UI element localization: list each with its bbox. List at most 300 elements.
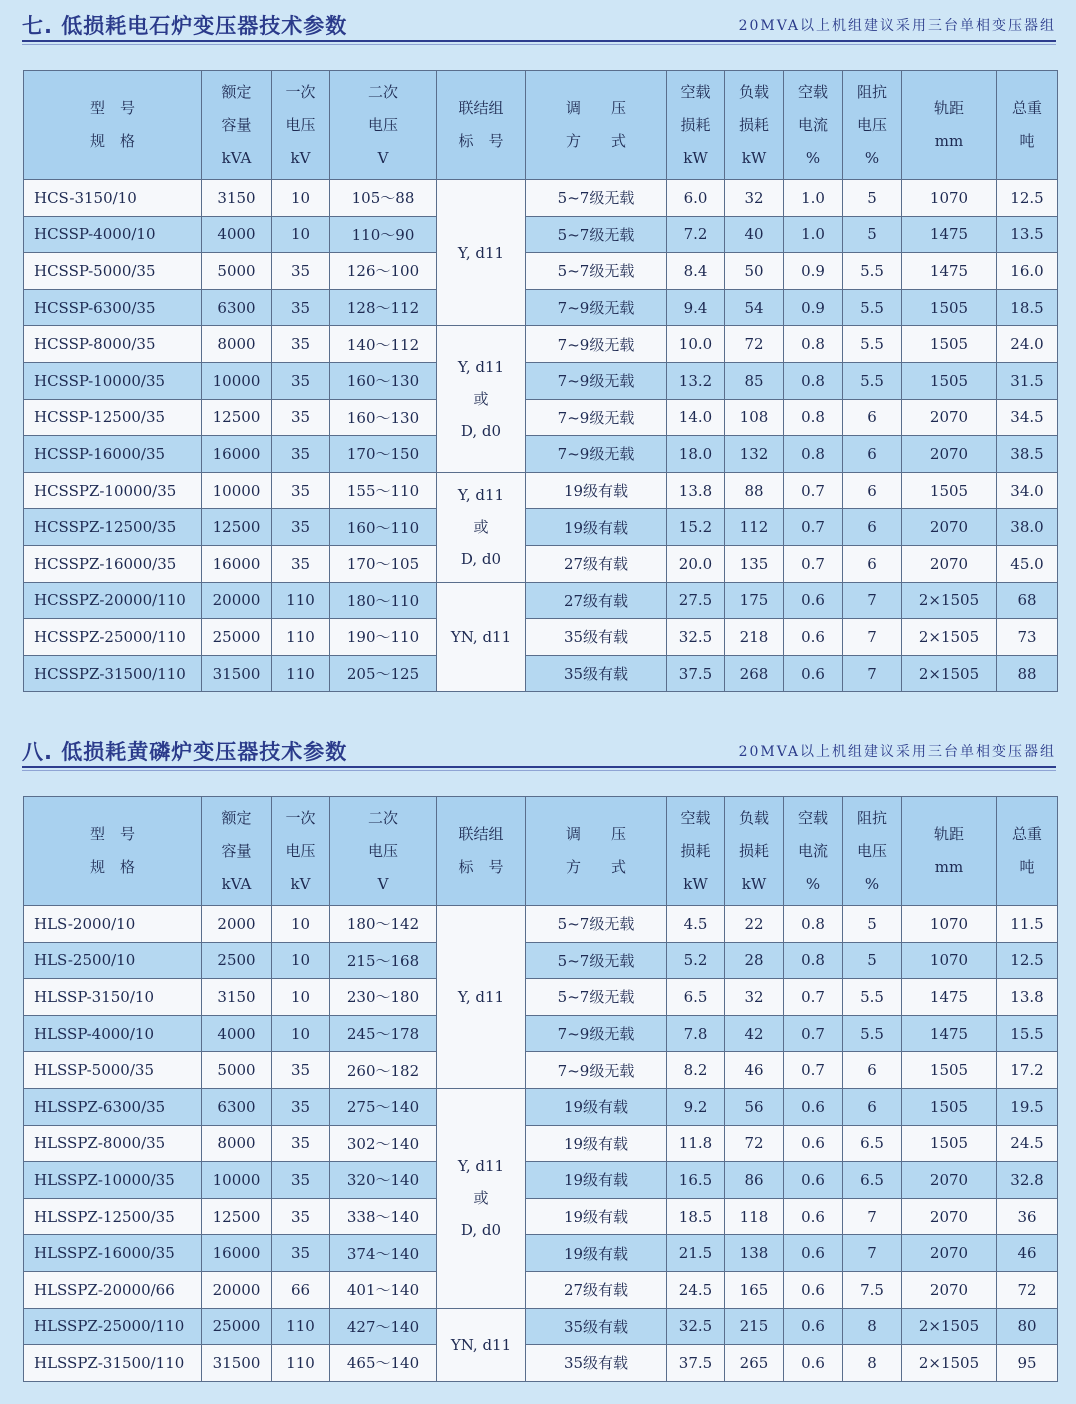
cell-no-load-current: 1.0: [784, 216, 843, 253]
cell-capacity: 10000: [202, 362, 272, 399]
section-electric-furnace: [0, 0, 1076, 684]
cell-impedance-voltage: 5: [843, 906, 902, 943]
cell-load-loss: 135: [725, 545, 784, 582]
cell-track-gauge: 1475: [902, 979, 997, 1016]
cell-connection-group-line: Y, d11: [457, 486, 505, 505]
cell-primary-voltage: 35: [272, 326, 330, 363]
cell-secondary-voltage: 160～110: [330, 509, 437, 546]
cell-primary-voltage: 110: [272, 582, 330, 619]
cell-primary-voltage: 35: [272, 1198, 330, 1235]
cell-primary-voltage: 10: [272, 216, 330, 253]
cell-total-weight: 45.0: [997, 545, 1058, 582]
cell-no-load-current: 0.6: [784, 619, 843, 656]
cell-tap-method: 35级有载: [526, 655, 667, 692]
cell-no-load-loss: 10.0: [667, 326, 725, 363]
cell-capacity: 25000: [202, 619, 272, 656]
header-primary-voltage-line: 电压: [285, 841, 316, 860]
table-row: [24, 180, 1058, 217]
cell-tap-method: 7~9级无载: [526, 362, 667, 399]
cell-capacity: 10000: [202, 1162, 272, 1199]
cell-no-load-current: 0.6: [784, 582, 843, 619]
cell-total-weight: 31.5: [997, 362, 1058, 399]
cell-no-load-current: 0.8: [784, 362, 843, 399]
cell-secondary-voltage: 160～130: [330, 399, 437, 436]
cell-model: HCSSP-12500/35: [24, 399, 202, 436]
table-row: [24, 655, 1058, 692]
table-row: [24, 1271, 1058, 1308]
cell-total-weight: 32.8: [997, 1162, 1058, 1199]
cell-model: HLSSPZ-31500/110: [24, 1345, 202, 1382]
header-connection-group-line: 联结组: [458, 825, 504, 843]
header-no-load-current-line: %: [805, 148, 821, 167]
cell-impedance-voltage: 8: [843, 1345, 902, 1382]
header-no-load-loss-line: 空载: [680, 82, 711, 101]
cell-capacity: 16000: [202, 545, 272, 582]
cell-primary-voltage: 35: [272, 1052, 330, 1089]
cell-primary-voltage: 110: [272, 1308, 330, 1345]
title-rule: [22, 40, 1056, 42]
header-load-loss-line: 负载: [738, 808, 769, 827]
table-row: [24, 399, 1058, 436]
header-impedance-voltage: [843, 71, 902, 180]
cell-primary-voltage: 110: [272, 1345, 330, 1382]
cell-primary-voltage: 35: [272, 1235, 330, 1272]
cell-capacity: 5000: [202, 253, 272, 290]
cell-total-weight: 11.5: [997, 906, 1058, 943]
header-primary-voltage-line: 一次: [285, 808, 316, 827]
cell-impedance-voltage: 5.5: [843, 979, 902, 1016]
cell-total-weight: 17.2: [997, 1052, 1058, 1089]
cell-track-gauge: 2070: [902, 436, 997, 473]
header-secondary-voltage-line: V: [377, 874, 389, 893]
cell-secondary-voltage: 205～125: [330, 655, 437, 692]
cell-load-loss: 165: [725, 1271, 784, 1308]
cell-secondary-voltage: 215～168: [330, 942, 437, 979]
table-row: [24, 545, 1058, 582]
cell-secondary-voltage: 140～112: [330, 326, 437, 363]
header-total-weight-line: 总重: [1011, 99, 1042, 117]
cell-primary-voltage: 35: [272, 1162, 330, 1199]
cell-model: HLSSPZ-10000/35: [24, 1162, 202, 1199]
header-secondary-voltage-line: 电压: [367, 841, 398, 860]
cell-primary-voltage: 110: [272, 619, 330, 656]
cell-secondary-voltage: 427～140: [330, 1308, 437, 1345]
cell-connection-group: [437, 1308, 526, 1381]
cell-connection-group-line: 或: [473, 1189, 489, 1208]
cell-primary-voltage: 35: [272, 362, 330, 399]
table-row: [24, 253, 1058, 290]
header-no-load-loss-line: kW: [683, 148, 708, 167]
cell-total-weight: 13.8: [997, 979, 1058, 1016]
cell-total-weight: 73: [997, 619, 1058, 656]
table-row: [24, 1088, 1058, 1125]
table-row: [24, 509, 1058, 546]
cell-no-load-current: 0.7: [784, 1052, 843, 1089]
cell-load-loss: 32: [725, 979, 784, 1016]
header-total-weight-line: 总重: [1011, 825, 1042, 843]
cell-impedance-voltage: 6: [843, 436, 902, 473]
header-connection-group-line: 联结组: [458, 99, 504, 117]
cell-tap-method: 35级有载: [526, 619, 667, 656]
table-row: [24, 979, 1058, 1016]
cell-load-loss: 46: [725, 1052, 784, 1089]
table-row: [24, 1198, 1058, 1235]
table-row: [24, 619, 1058, 656]
cell-track-gauge: 1505: [902, 326, 997, 363]
cell-load-loss: 72: [725, 1125, 784, 1162]
spec-table: [23, 70, 1058, 692]
cell-track-gauge: 2×1505: [902, 1308, 997, 1345]
cell-model: HLSSPZ-16000/35: [24, 1235, 202, 1272]
table-row: [24, 1345, 1058, 1382]
cell-secondary-voltage: 128～112: [330, 289, 437, 326]
header-secondary-voltage-line: V: [377, 148, 389, 167]
cell-track-gauge: 2070: [902, 1198, 997, 1235]
cell-impedance-voltage: 5.5: [843, 326, 902, 363]
header-primary-voltage: [272, 797, 330, 906]
header-model: [24, 797, 202, 906]
cell-impedance-voltage: 6: [843, 1088, 902, 1125]
header-row: [24, 71, 1058, 180]
cell-tap-method: 19级有载: [526, 509, 667, 546]
cell-no-load-current: 0.8: [784, 436, 843, 473]
cell-capacity: 16000: [202, 1235, 272, 1272]
cell-total-weight: 68: [997, 582, 1058, 619]
cell-load-loss: 215: [725, 1308, 784, 1345]
cell-total-weight: 46: [997, 1235, 1058, 1272]
cell-primary-voltage: 35: [272, 253, 330, 290]
cell-impedance-voltage: 7: [843, 619, 902, 656]
header-impedance-voltage-line: 电压: [856, 115, 887, 134]
header-tap-method: [526, 797, 667, 906]
cell-load-loss: 85: [725, 362, 784, 399]
section-title: 七. 低损耗电石炉变压器技术参数: [22, 14, 348, 38]
cell-secondary-voltage: 230～180: [330, 979, 437, 1016]
header-load-loss-line: 损耗: [738, 115, 769, 134]
table-row: [24, 326, 1058, 363]
cell-secondary-voltage: 110～90: [330, 216, 437, 253]
cell-model: HLS-2500/10: [24, 942, 202, 979]
cell-track-gauge: 1505: [902, 1088, 997, 1125]
cell-track-gauge: 2070: [902, 399, 997, 436]
header-tap-method-line: 方 式: [565, 858, 626, 876]
cell-no-load-current: 0.8: [784, 942, 843, 979]
cell-no-load-current: 0.6: [784, 1162, 843, 1199]
cell-primary-voltage: 35: [272, 509, 330, 546]
cell-tap-method: 19级有载: [526, 472, 667, 509]
header-load-loss: [725, 71, 784, 180]
cell-load-loss: 138: [725, 1235, 784, 1272]
cell-secondary-voltage: 170～105: [330, 545, 437, 582]
cell-capacity: 31500: [202, 1345, 272, 1382]
cell-impedance-voltage: 6.5: [843, 1125, 902, 1162]
cell-capacity: 4000: [202, 216, 272, 253]
cell-secondary-voltage: 401～140: [330, 1271, 437, 1308]
header-secondary-voltage-line: 二次: [367, 808, 398, 827]
cell-load-loss: 40: [725, 216, 784, 253]
cell-capacity: 31500: [202, 655, 272, 692]
cell-tap-method: 5~7级无载: [526, 979, 667, 1016]
cell-total-weight: 38.5: [997, 436, 1058, 473]
cell-tap-method: 5~7级无载: [526, 216, 667, 253]
cell-tap-method: 7~9级无载: [526, 399, 667, 436]
cell-tap-method: 19级有载: [526, 1235, 667, 1272]
header-track-gauge: [902, 71, 997, 180]
cell-capacity: 16000: [202, 436, 272, 473]
cell-secondary-voltage: 180～110: [330, 582, 437, 619]
cell-connection-group-line: D, d0: [460, 1221, 502, 1240]
cell-capacity: 25000: [202, 1308, 272, 1345]
cell-impedance-voltage: 6: [843, 1052, 902, 1089]
cell-connection-group: [437, 906, 526, 1089]
cell-load-loss: 265: [725, 1345, 784, 1382]
cell-load-loss: 32: [725, 180, 784, 217]
header-capacity-line: 额定: [221, 808, 252, 827]
header-model-line: 型 号: [89, 825, 135, 843]
cell-no-load-loss: 11.8: [667, 1125, 725, 1162]
cell-no-load-loss: 24.5: [667, 1271, 725, 1308]
cell-no-load-current: 0.6: [784, 1235, 843, 1272]
cell-no-load-loss: 27.5: [667, 582, 725, 619]
header-no-load-current-line: %: [805, 874, 821, 893]
cell-secondary-voltage: 180～142: [330, 906, 437, 943]
cell-capacity: 8000: [202, 326, 272, 363]
cell-capacity: 6300: [202, 289, 272, 326]
cell-capacity: 6300: [202, 1088, 272, 1125]
header-total-weight-line: 吨: [1019, 132, 1035, 150]
cell-primary-voltage: 35: [272, 1088, 330, 1125]
header-impedance-voltage-line: %: [864, 148, 880, 167]
cell-no-load-current: 0.6: [784, 1125, 843, 1162]
cell-load-loss: 268: [725, 655, 784, 692]
header-no-load-current: [784, 71, 843, 180]
table-row: [24, 1162, 1058, 1199]
section-yellow-phosphorus-furnace: [0, 726, 1076, 1373]
header-row: [24, 797, 1058, 906]
cell-model: HCSSPZ-25000/110: [24, 619, 202, 656]
cell-total-weight: 36: [997, 1198, 1058, 1235]
header-no-load-loss-line: 损耗: [680, 115, 711, 134]
cell-impedance-voltage: 5.5: [843, 289, 902, 326]
cell-no-load-current: 0.8: [784, 326, 843, 363]
cell-track-gauge: 1505: [902, 362, 997, 399]
cell-capacity: 20000: [202, 1271, 272, 1308]
cell-tap-method: 19级有载: [526, 1198, 667, 1235]
header-capacity-line: kVA: [221, 874, 252, 893]
cell-primary-voltage: 35: [272, 545, 330, 582]
header-total-weight: [997, 71, 1058, 180]
cell-no-load-current: 0.7: [784, 1015, 843, 1052]
header-total-weight: [997, 797, 1058, 906]
header-track-gauge-line: 轨距: [933, 99, 964, 117]
cell-capacity: 20000: [202, 582, 272, 619]
cell-no-load-loss: 7.8: [667, 1015, 725, 1052]
cell-impedance-voltage: 5: [843, 216, 902, 253]
header-no-load-loss: [667, 797, 725, 906]
cell-track-gauge: 1475: [902, 216, 997, 253]
cell-total-weight: 88: [997, 655, 1058, 692]
cell-no-load-current: 0.8: [784, 906, 843, 943]
cell-primary-voltage: 10: [272, 180, 330, 217]
cell-impedance-voltage: 8: [843, 1308, 902, 1345]
cell-impedance-voltage: 6: [843, 399, 902, 436]
title-rule-thin: [22, 44, 1056, 45]
section-header: [0, 0, 1076, 40]
cell-track-gauge: 1505: [902, 289, 997, 326]
table-row: [24, 906, 1058, 943]
cell-no-load-loss: 32.5: [667, 1308, 725, 1345]
table-row: [24, 472, 1058, 509]
cell-no-load-current: 0.7: [784, 979, 843, 1016]
header-no-load-loss-line: 损耗: [680, 841, 711, 860]
cell-track-gauge: 2070: [902, 1162, 997, 1199]
cell-total-weight: 15.5: [997, 1015, 1058, 1052]
header-no-load-current-line: 空载: [797, 808, 828, 827]
cell-connection-group-line: Y, d11: [457, 1157, 505, 1176]
cell-total-weight: 16.0: [997, 253, 1058, 290]
cell-load-loss: 86: [725, 1162, 784, 1199]
cell-load-loss: 22: [725, 906, 784, 943]
header-load-loss-line: kW: [741, 874, 767, 893]
cell-model: HLSSP-5000/35: [24, 1052, 202, 1089]
header-primary-voltage-line: kV: [290, 874, 311, 893]
cell-no-load-loss: 15.2: [667, 509, 725, 546]
cell-no-load-loss: 20.0: [667, 545, 725, 582]
header-tap-method: [526, 71, 667, 180]
cell-track-gauge: 2070: [902, 545, 997, 582]
cell-impedance-voltage: 6: [843, 545, 902, 582]
cell-total-weight: 12.5: [997, 180, 1058, 217]
header-load-loss: [725, 797, 784, 906]
cell-no-load-loss: 18.0: [667, 436, 725, 473]
cell-connection-group-line: Y, d11: [457, 243, 505, 262]
cell-capacity: 5000: [202, 1052, 272, 1089]
cell-connection-group: [437, 472, 526, 582]
cell-model: HLSSPZ-25000/110: [24, 1308, 202, 1345]
header-capacity-line: 容量: [221, 115, 252, 134]
cell-connection-group: [437, 326, 526, 472]
header-track-gauge-line: mm: [934, 132, 964, 150]
cell-track-gauge: 2070: [902, 1271, 997, 1308]
cell-connection-group-line: YN, d11: [450, 1335, 512, 1354]
cell-impedance-voltage: 5: [843, 942, 902, 979]
cell-model: HLS-2000/10: [24, 906, 202, 943]
cell-total-weight: 12.5: [997, 942, 1058, 979]
cell-no-load-loss: 8.4: [667, 253, 725, 290]
table-row: [24, 1015, 1058, 1052]
cell-no-load-loss: 7.2: [667, 216, 725, 253]
cell-no-load-loss: 37.5: [667, 655, 725, 692]
cell-impedance-voltage: 6.5: [843, 1162, 902, 1199]
header-tap-method-line: 调 压: [565, 99, 626, 117]
cell-secondary-voltage: 320～140: [330, 1162, 437, 1199]
cell-tap-method: 5~7级无载: [526, 906, 667, 943]
cell-secondary-voltage: 338～140: [330, 1198, 437, 1235]
cell-secondary-voltage: 302～140: [330, 1125, 437, 1162]
header-impedance-voltage-line: 阻抗: [856, 808, 887, 827]
cell-no-load-loss: 5.2: [667, 942, 725, 979]
header-track-gauge-line: 轨距: [933, 825, 964, 843]
cell-primary-voltage: 110: [272, 655, 330, 692]
cell-primary-voltage: 10: [272, 979, 330, 1016]
cell-total-weight: 34.0: [997, 472, 1058, 509]
cell-model: HCS-3150/10: [24, 180, 202, 217]
header-impedance-voltage-line: 电压: [856, 841, 887, 860]
cell-tap-method: 7~9级无载: [526, 326, 667, 363]
header-connection-group: [437, 71, 526, 180]
cell-secondary-voltage: 260～182: [330, 1052, 437, 1089]
cell-connection-group: [437, 180, 526, 326]
header-load-loss-line: 损耗: [738, 841, 769, 860]
cell-tap-method: 7~9级无载: [526, 436, 667, 473]
header-track-gauge: [902, 797, 997, 906]
cell-no-load-loss: 21.5: [667, 1235, 725, 1272]
cell-impedance-voltage: 6: [843, 509, 902, 546]
section-note: 20MVA以上机组建议采用三台单相变压器组: [738, 744, 1056, 760]
cell-track-gauge: 2070: [902, 509, 997, 546]
cell-total-weight: 80: [997, 1308, 1058, 1345]
cell-no-load-loss: 13.2: [667, 362, 725, 399]
cell-impedance-voltage: 5: [843, 180, 902, 217]
cell-no-load-loss: 4.5: [667, 906, 725, 943]
cell-model: HCSSP-6300/35: [24, 289, 202, 326]
cell-secondary-voltage: 126～100: [330, 253, 437, 290]
cell-track-gauge: 2×1505: [902, 655, 997, 692]
header-tap-method-line: 方 式: [565, 132, 626, 150]
cell-capacity: 10000: [202, 472, 272, 509]
cell-impedance-voltage: 7: [843, 582, 902, 619]
cell-model: HCSSPZ-12500/35: [24, 509, 202, 546]
cell-no-load-current: 1.0: [784, 180, 843, 217]
cell-load-loss: 28: [725, 942, 784, 979]
cell-secondary-voltage: 160～130: [330, 362, 437, 399]
cell-primary-voltage: 35: [272, 436, 330, 473]
header-model: [24, 71, 202, 180]
cell-capacity: 2000: [202, 906, 272, 943]
header-secondary-voltage-line: 电压: [367, 115, 398, 134]
cell-impedance-voltage: 7.5: [843, 1271, 902, 1308]
cell-load-loss: 50: [725, 253, 784, 290]
cell-primary-voltage: 35: [272, 399, 330, 436]
header-no-load-loss-line: 空载: [680, 808, 711, 827]
cell-no-load-current: 0.9: [784, 253, 843, 290]
cell-primary-voltage: 35: [272, 472, 330, 509]
cell-capacity: 4000: [202, 1015, 272, 1052]
table-row: [24, 1308, 1058, 1345]
cell-total-weight: 24.5: [997, 1125, 1058, 1162]
cell-load-loss: 132: [725, 436, 784, 473]
cell-model: HLSSPZ-6300/35: [24, 1088, 202, 1125]
cell-secondary-voltage: 105～88: [330, 180, 437, 217]
cell-model: HCSSPZ-31500/110: [24, 655, 202, 692]
header-no-load-current-line: 电流: [797, 841, 828, 860]
cell-load-loss: 54: [725, 289, 784, 326]
cell-load-loss: 108: [725, 399, 784, 436]
table-row: [24, 942, 1058, 979]
cell-load-loss: 175: [725, 582, 784, 619]
header-capacity: [202, 71, 272, 180]
header-total-weight-line: 吨: [1019, 858, 1035, 876]
cell-secondary-voltage: 190～110: [330, 619, 437, 656]
cell-no-load-current: 0.7: [784, 472, 843, 509]
cell-secondary-voltage: 374～140: [330, 1235, 437, 1272]
cell-model: HLSSPZ-12500/35: [24, 1198, 202, 1235]
header-tap-method-line: 调 压: [565, 825, 626, 843]
cell-no-load-loss: 6.5: [667, 979, 725, 1016]
cell-tap-method: 27级有载: [526, 545, 667, 582]
cell-primary-voltage: 10: [272, 906, 330, 943]
table-row: [24, 436, 1058, 473]
